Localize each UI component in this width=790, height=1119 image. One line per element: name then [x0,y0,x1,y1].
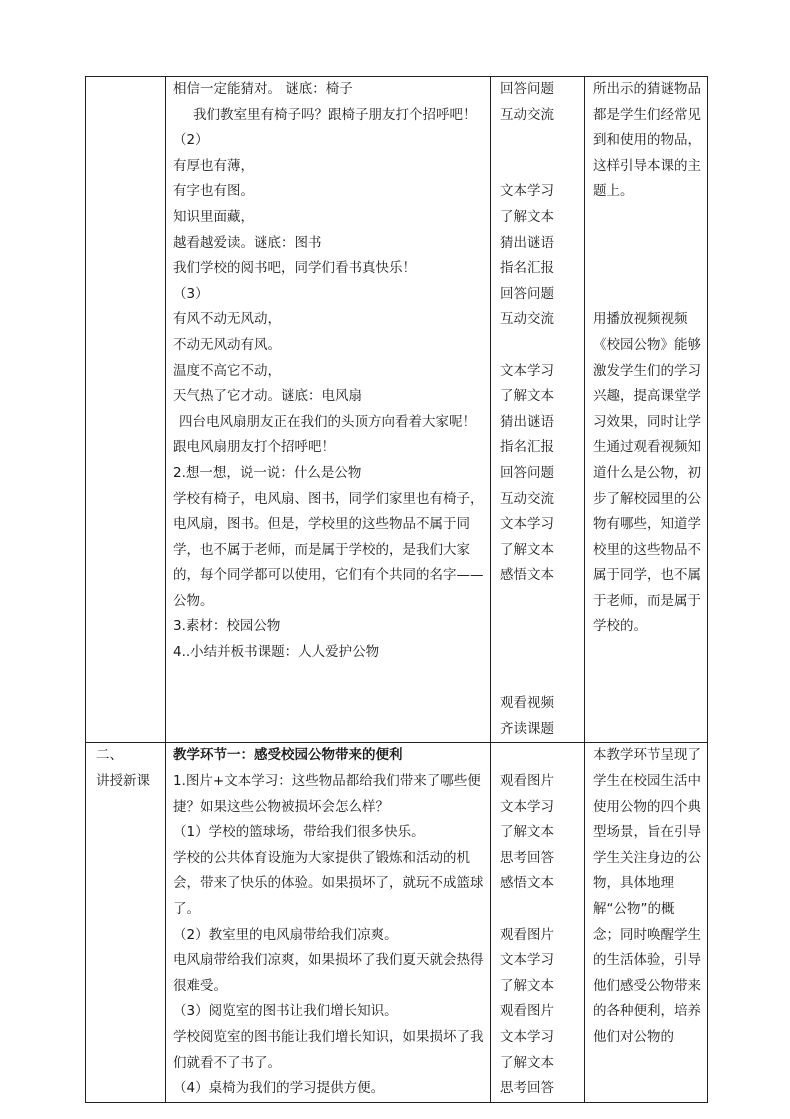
content-line: 四台电风扇朋友正在我们的头顶方向看着大家呢！跟电风扇朋友打个招呼吧！ [173,413,476,456]
activity-item: 观看图片 [500,1003,554,1020]
content-line: 4..小结并板书课题：人人爱护公物 [173,644,380,661]
content-line: （1）学校的篮球场，带给我们很多快乐。 [173,824,425,841]
content-line: 温度不高它不动， [173,362,281,379]
activity-item: 互动交流 [500,106,554,123]
activity-item: 文本学习 [500,362,554,379]
content-line: 学校有椅子，电风扇、图书，同学们家里也有椅子，电风扇，图书。但是，学校里的这些物品不属于同学，也不属于老师，而是属于学校的，是我们大家的，每个同学都可以使用，它们有个共同的名字——公物。 [173,490,484,609]
activity-item: 了解文本 [500,977,554,994]
content-line: 有风不动无风动， [173,311,281,328]
content-line: 学校的公共体育设施为大家提供了锻炼和活动的机会，带来了快乐的体验。如果损坏了，就玩不成篮球了。 [173,849,484,917]
content-line: 相信一定能猜对。 谜底：椅子 [173,81,353,97]
intent-text: 所出示的猜谜物品都是学生们经常见到和使用的物品，这样引导本课的主题上。 [593,81,701,200]
activity-item: 齐读课题 [500,720,554,737]
content-line: 越看越爱读。谜底：图书 [173,234,322,251]
activity-item: 互动交流 [500,311,554,328]
activity-item: 文本学习 [500,1028,554,1045]
content-line: （3） [173,285,209,302]
content-line: （3）阅览室的图书让我们增长知识。 [173,1003,398,1020]
activity-cell [491,77,585,743]
activity-item: 思考回答 [500,849,554,866]
section-cell [86,77,166,743]
activity-item: 回答问题 [500,464,554,481]
activity-item: 回答问题 [500,81,554,97]
activity-item: 文本学习 [500,952,554,969]
intent-cell [585,77,708,743]
content-line: 学校阅览室的图书能让我们增长知识，如果损坏了我们就看不了书了。 [173,1028,484,1071]
content-line: （4）桌椅为我们的学习提供方便。 [173,1080,385,1097]
content-cell [166,77,491,743]
activity-item: 观看图片 [500,773,554,790]
content-line: 天气热了它才动。谜底：电风扇 [173,388,362,405]
content-cell [166,743,491,1102]
content-line: 电风扇带给我们凉爽，如果损坏了我们夏天就会热得很难受。 [173,952,484,994]
activity-item: 了解文本 [500,1054,554,1071]
section-number: 二、 [96,747,123,764]
content-line: （2） [173,132,209,149]
content-line: 1.图片+文本学习：这些物品都给我们带来了哪些便捷？如果这些公物被损坏会怎么样？ [173,773,481,815]
content-line: 有厚也有薄， [173,157,254,174]
section-cell [86,743,166,1102]
activity-item: 回答问题 [500,285,554,302]
table-row [86,77,708,743]
activity-item: 文本学习 [500,516,554,533]
activity-item: 猜出谜语 [500,413,554,430]
activity-item: 文本学习 [500,798,554,815]
activity-item: 观看视频 [500,695,554,712]
activity-item: 互动交流 [500,490,554,507]
content-line: 不动无风动有风。 [173,336,281,353]
content-line: 知识里面藏， [173,208,254,225]
intent-cell [585,743,708,1102]
content-line: 2.想一想，说一说：什么是公物 [173,464,362,481]
activity-item: 猜出谜语 [500,234,554,251]
activity-item: 了解文本 [500,388,554,405]
content-line: （2）教室里的电风扇带给我们凉爽。 [173,926,398,943]
activity-item: 感悟文本 [500,567,554,584]
content-line: 有字也有图。 [173,183,254,200]
activity-item: 了解文本 [500,824,554,841]
activity-item: 指名汇报 [500,260,554,277]
activity-item: 感悟文本 [500,875,554,892]
activity-item: 观看图片 [500,926,554,943]
content-line: 我们教室里有椅子吗？跟椅子朋友打个招呼吧！ [193,106,477,123]
intent-text: 用播放视频视频《校园公物》能够激发学生们的学习兴趣，提高课堂学习效果，同时让学生通过观看视频知道什么是公物，初步了解校园里的公物有哪些，知道学校里的这些物品不属于同学，也不属于老师，而是属于学校的。 [593,311,701,635]
lesson-plan-table [85,76,708,1103]
activity-item: 了解文本 [500,541,554,558]
intent-text: 本教学环节呈现了学生在校园生活中使用公物的四个典型场景，旨在引导学生关注身边的公物，具体地理解“公物”的概念；同时唤醒学生的生活体验，引导他们感受公物带来的各种便利，培养他们对公物的 [593,747,701,1045]
activity-item: 思考回答 [500,1080,554,1097]
activity-item: 指名汇报 [500,439,554,456]
content-line: 3.素材：校园公物 [173,618,281,635]
table-row [86,743,708,1102]
activity-item: 文本学习 [500,183,554,200]
section-name: 讲授新课 [96,773,150,790]
activity-item: 了解文本 [500,208,554,225]
content-line: 我们学校的阅书吧，同学们看书真快乐！ [173,260,416,277]
activity-cell [491,743,585,1102]
step-heading: 教学环节一：感受校园公物带来的便利 [173,747,403,764]
